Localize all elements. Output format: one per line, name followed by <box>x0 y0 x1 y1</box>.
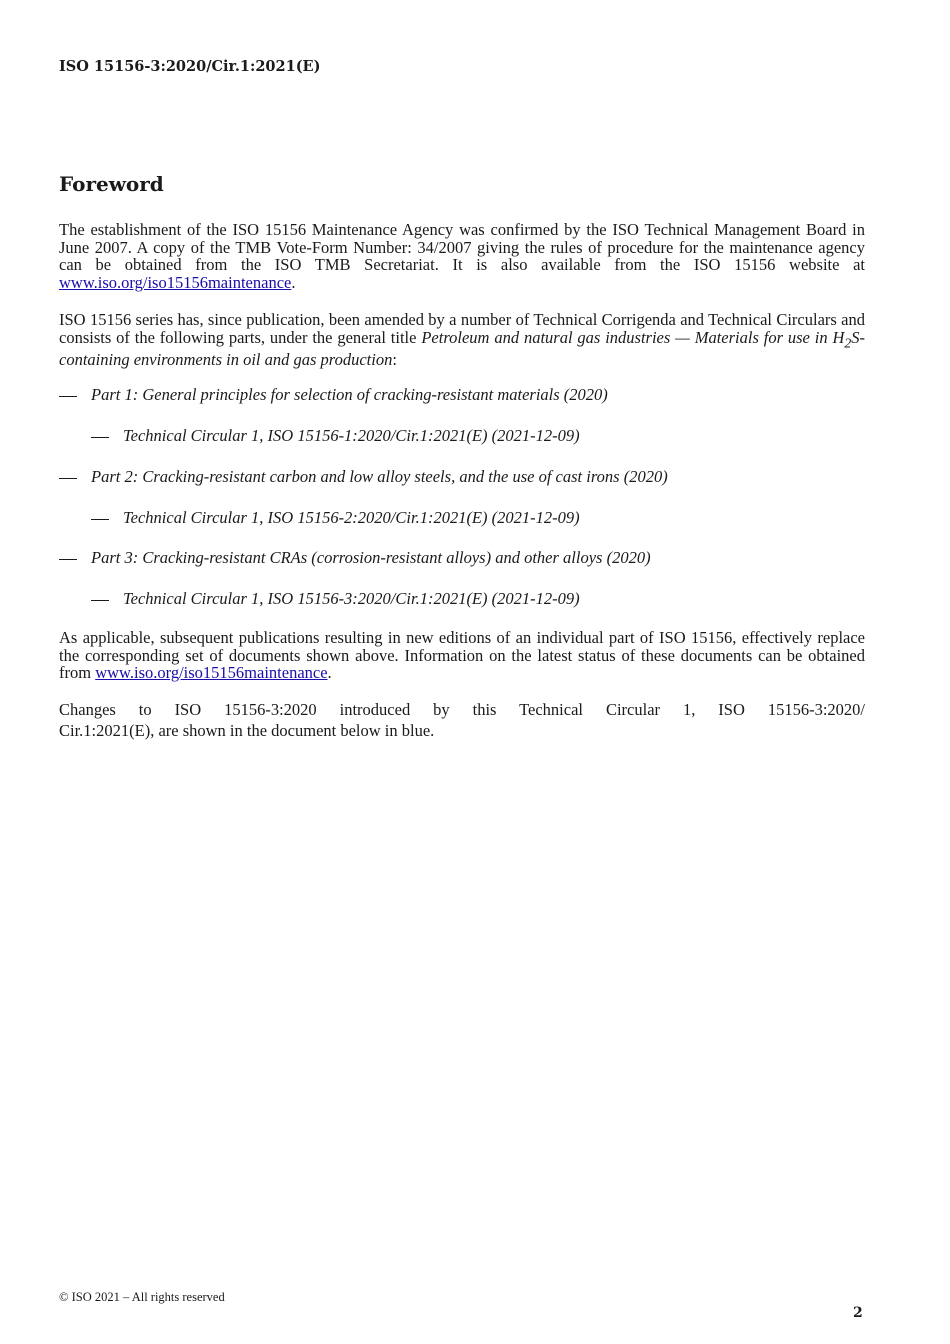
foreword-paragraph-4-line-2: Cir.1:2021(E), are shown in the document below in blue. <box>59 721 435 740</box>
document-id-header: ISO 15156-3:2020/Cir.1:2021(E) <box>59 58 321 75</box>
list-dash-icon <box>91 437 109 438</box>
general-title-b: S-containing environments in oil and gas production <box>59 327 865 370</box>
paragraph-text: ISO 15156 series has, since publication, been amended by a number of Technical Corrigenda and Technical Circulars and consists of the following parts, under the general title <box>59 310 865 347</box>
paragraph-end: : <box>392 350 397 370</box>
maintenance-link[interactable]: www.iso.org/iso15156maintenance <box>59 272 292 292</box>
copyright-notice: © ISO 2021 – All rights reserved <box>59 1290 225 1304</box>
paragraph-end: . <box>327 663 332 683</box>
foreword-paragraph-4-line-1: Changes to ISO 15156-3:2020 introduced by this Technical Circular 1, ISO 15156-3:2020/ <box>59 700 865 719</box>
foreword-paragraph-2 <box>59 311 865 369</box>
page-number: 2 <box>853 1305 863 1321</box>
paragraph-text: As applicable, subsequent publications resulting in new editions of an individual part of ISO 15156, effectively replace the corresponding set of documents shown above. Information on the latest status of these documents can be obtained from <box>59 628 865 683</box>
list-item-part2: Part 2: Cracking-resistant carbon and low alloy steels, and the use of cast irons (2020) <box>91 467 668 486</box>
list-dash-icon <box>59 396 77 397</box>
foreword-paragraph-3 <box>59 629 865 682</box>
list-dash-icon <box>59 478 77 479</box>
maintenance-link[interactable]: www.iso.org/iso15156maintenance <box>95 663 328 683</box>
list-item-part3: Part 3: Cracking-resistant CRAs (corrosion-resistant alloys) and other alloys (2020) <box>91 548 651 567</box>
list-item-part2-circular: Technical Circular 1, ISO 15156-2:2020/Cir.1:2021(E) (2021-12-09) <box>123 508 580 527</box>
general-title-a: Petroleum and natural gas industries — Materials for use in H <box>421 327 845 347</box>
list-dash-icon <box>91 519 109 520</box>
general-title-subscript: 2 <box>844 334 852 350</box>
paragraph-text: The establishment of the ISO 15156 Maintenance Agency was confirmed by the ISO Technical Management Board in June 2007. A copy of the TMB Vote-Form Number: 34/2007 giving the rules of procedure for the maintenance agency can be obtained from the ISO TMB Secretariat. It is also available from the ISO 15156 website at <box>59 220 865 275</box>
paragraph-end: . <box>291 272 296 292</box>
list-dash-icon <box>91 600 109 601</box>
list-item-part1: Part 1: General principles for selection of cracking-resistant materials (2020) <box>91 385 608 404</box>
list-item-part1-circular: Technical Circular 1, ISO 15156-1:2020/Cir.1:2021(E) (2021-12-09) <box>123 426 580 445</box>
list-item-part3-circular: Technical Circular 1, ISO 15156-3:2020/Cir.1:2021(E) (2021-12-09) <box>123 589 580 608</box>
section-title: Foreword <box>59 172 164 196</box>
list-dash-icon <box>59 559 77 560</box>
foreword-paragraph-1 <box>59 221 865 291</box>
